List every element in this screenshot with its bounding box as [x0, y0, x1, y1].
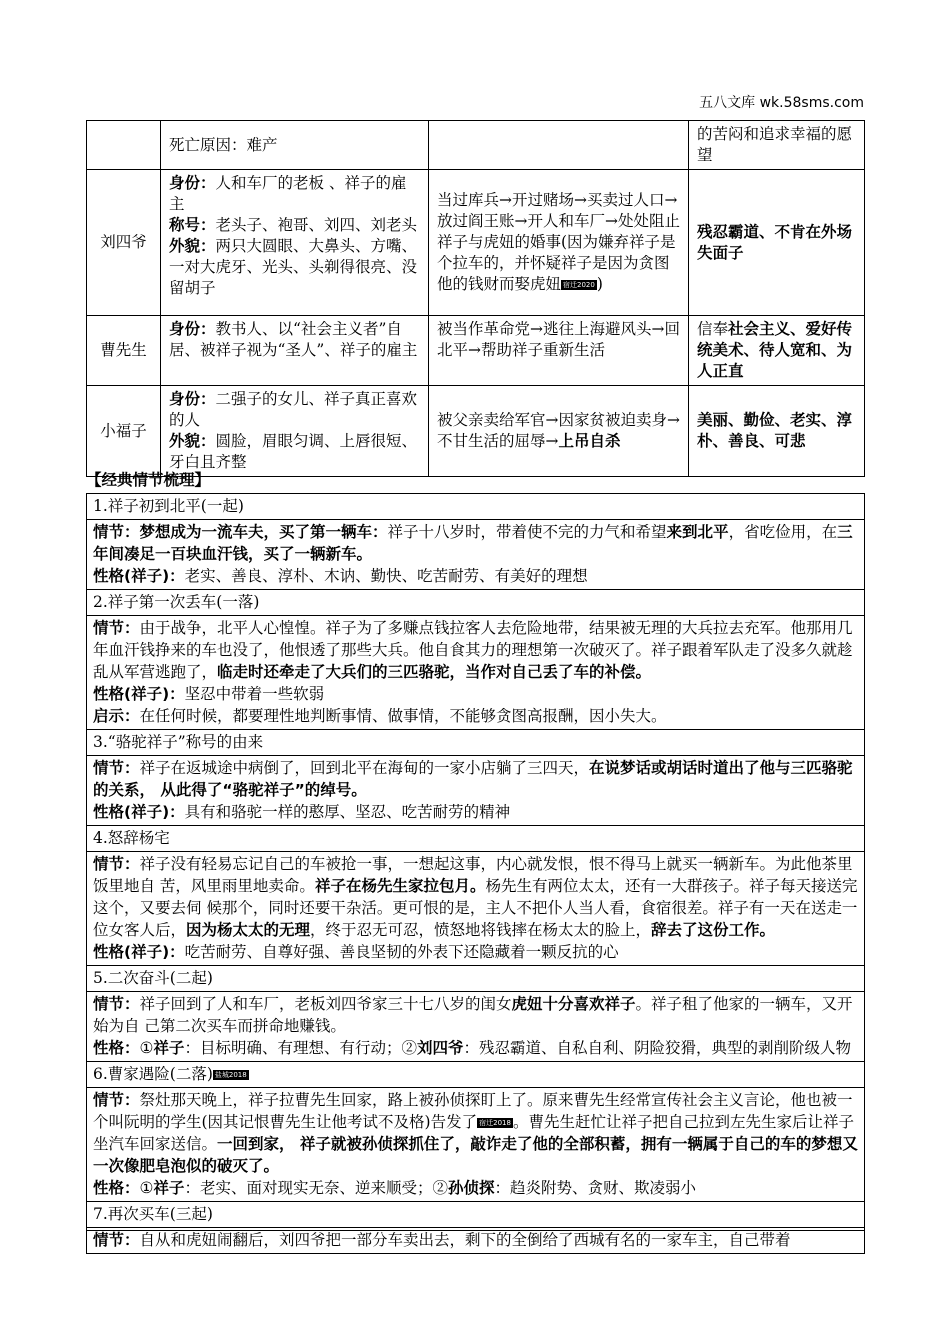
death-cause-value: 难产 — [246, 135, 278, 154]
plot-body — [87, 520, 865, 590]
plot-label: 情节： — [93, 855, 140, 873]
plot-bold: 来到北平 — [666, 523, 729, 541]
name-cell — [87, 121, 161, 170]
trait-cell — [689, 316, 865, 386]
footer-divider — [86, 1230, 864, 1231]
table-row — [87, 520, 865, 590]
experience-cell — [429, 170, 689, 316]
plot-text: 祥子没有轻易忘记自己的车被抢一事，一想起这事，内心就发恨，恨不得马上就买一辆新车。为此他茶里饭里地自 苦，风里雨里地卖命。 — [93, 855, 853, 895]
character-text: ：目标明确、有理想、有行动；② — [184, 1039, 417, 1057]
plot-bold: 虎妞十分喜欢祥子 — [511, 995, 636, 1013]
title-label: 称号： — [169, 216, 216, 234]
plot-body — [87, 1088, 865, 1202]
plot-body — [87, 756, 865, 826]
exam-stamp: 盐城2018 — [214, 1071, 247, 1079]
plot-label: 情节： — [93, 619, 140, 637]
plot-text: ，终于忍无可忍，愤怒地将钱摔在杨太太的脸上， — [310, 921, 652, 939]
experience-cell — [429, 316, 689, 386]
plot-table — [86, 493, 865, 1254]
table-row — [87, 494, 865, 520]
table-row — [87, 1062, 865, 1088]
trait-text: 的苦闷和追求幸福的愿望 — [697, 125, 853, 164]
plot-bold: 辞去了这份工作。 — [651, 921, 776, 939]
character-name: 曹先生 — [87, 316, 161, 386]
plot-bold: 在说梦话或胡话时道出了他与三匹骆驼的关系， 从此得了“骆驼祥子”的绰号。 — [93, 759, 853, 799]
plot-title: 4.怒辞杨宅 — [87, 826, 865, 852]
plot-label: 情节： — [93, 523, 140, 541]
plot-text: 。祥子租了他家的一辆车，又开始为自 己第二次买车而拼命地赚钱。 — [93, 995, 853, 1035]
plot-title: 3.“骆驼祥子”称号的由来 — [87, 730, 865, 756]
plot-text: 自从和虎妞闹翻后，刘四爷把一部分车卖出去，剩下的全倒给了西城有名的一家车主，自己带着 — [139, 1231, 791, 1249]
identity-label: 身份： — [169, 320, 216, 338]
identity-label: 身份： — [169, 174, 216, 192]
trait-cell — [689, 170, 865, 316]
plot-bold: 一回到家， 祥子就被孙侦探抓住了，敲诈走了他的全部积蓄，拥有一辆属于自己的车的梦想又一次像肥皂泡似的破灭了。 — [93, 1135, 858, 1175]
plot-label: 情节： — [93, 1231, 140, 1249]
experience-bold: 上吊自杀 — [558, 432, 621, 450]
character-text: 老实、善良、淳朴、木讷、勤快、吃苦耐劳、有美好的理想 — [184, 567, 588, 585]
table-row — [87, 966, 865, 992]
plot-body — [87, 852, 865, 966]
character-table — [86, 120, 865, 477]
character-name-bold: 刘四爷 — [416, 1039, 464, 1057]
plot-title: 5.二次奋斗(二起) — [87, 966, 865, 992]
experience-text: 被当作革命党→逃往上海避风头→回北平→帮助祥子重新生活 — [437, 320, 680, 359]
character-name-bold: 孙侦探 — [447, 1179, 495, 1197]
attr-cell — [161, 121, 429, 170]
look-value: 圆脸，眉眼匀调、上唇很短、牙白且齐整 — [169, 432, 418, 471]
plot-text: 祥子十八岁时，带着使不完的力气和希望 — [387, 523, 667, 541]
plot-bold: 三年间凑足一百块血汗钱，买了一辆新车。 — [93, 523, 853, 563]
table-row — [87, 386, 865, 477]
plot-text: 祥子回到了人和车厂，老板刘四爷家三十七八岁的闺女 — [139, 995, 512, 1013]
attr-cell — [161, 386, 429, 477]
trait-text: 残忍霸道、不肯在外场失面子 — [697, 222, 853, 262]
character-label: 性格： — [93, 1039, 140, 1057]
attr-cell — [161, 170, 429, 316]
exam-stamp: 宿迁2018 — [479, 1119, 511, 1127]
table-row — [87, 1228, 865, 1254]
character-text: 具有和骆驼一样的憨厚、坚忍、吃苦耐劳的精神 — [184, 803, 511, 821]
character-text: ① — [139, 1039, 154, 1057]
plot-text: 由于战争，北平人心惶惶。祥子为了多赚点钱拉客人去危险地带，结果被无理的大兵拉去充军。他那用几年血汗钱挣来的车也没了，他恨透了那些大兵。他自食其力的理想第一次破灭了。祥子跟着军队走了没多久就趁乱从军营逃跑了， — [93, 619, 853, 681]
identity-value: 人和车厂的老板 、祥子的雇主 — [169, 174, 407, 213]
character-name-bold: 祥子 — [153, 1039, 185, 1057]
plot-title-cell — [87, 1062, 865, 1088]
table-row — [87, 1202, 865, 1228]
identity-value: 二强子的女儿、祥子真正喜欢的人 — [169, 390, 418, 429]
character-text: 吃苦耐劳、自尊好强、善良坚韧的外表下还隐藏着一颗反抗的心 — [184, 943, 619, 961]
exam-stamp: 宿迁2020 — [563, 281, 595, 289]
plot-title: 2.祥子第一次丢车(一落) — [87, 590, 865, 616]
plot-label: 情节： — [93, 995, 140, 1013]
plot-body — [87, 1228, 865, 1254]
plot-title: 1.祥子初到北平(一起) — [87, 494, 865, 520]
character-text: 坚忍中带着一些软弱 — [184, 685, 325, 703]
look-label: 外貌： — [169, 432, 216, 450]
character-label: 性格(祥子)： — [93, 685, 185, 703]
plot-title: 7.再次买车(三起) — [87, 1202, 865, 1228]
table-row — [87, 121, 865, 170]
title-value: 老头子、袍哥、刘四、刘老头 — [215, 216, 418, 234]
look-label: 外貌： — [169, 237, 216, 255]
experience-cell — [429, 121, 689, 170]
character-name: 刘四爷 — [87, 170, 161, 316]
character-label: 性格(祥子)： — [93, 567, 185, 585]
plot-title: 6.曹家遇险(二落) — [93, 1065, 213, 1083]
plot-text: 。曹先生赶忙让祥子把自己拉到左先生家后让祥子坐汽车回家送信。 — [93, 1113, 854, 1153]
plot-label: 情节： — [93, 1091, 140, 1109]
trait-cell — [689, 386, 865, 477]
attr-cell — [161, 316, 429, 386]
plot-body — [87, 616, 865, 730]
character-text: ：老实、面对现实无奈、逆来顺受；② — [184, 1179, 448, 1197]
table-row — [87, 826, 865, 852]
site-header: 五八文库 wk.58sms.com — [699, 95, 864, 111]
trait-prefix: 信奉 — [697, 320, 729, 338]
plot-text: 祥子在返城途中病倒了，回到北平在海甸的一家小店躺了三四天， — [139, 759, 590, 777]
identity-label: 身份： — [169, 390, 216, 408]
character-name: 小福子 — [87, 386, 161, 477]
plot-bold: 祥子在杨先生家拉包月。 — [314, 877, 486, 895]
table-row — [87, 756, 865, 826]
trait-text: 美丽、勤俭、老实、淳朴、善良、可悲 — [697, 411, 853, 450]
plot-body — [87, 992, 865, 1062]
experience-text: 当过库兵→开过赌场→买卖过人口→放过阎王账→开人和车厂→处处阻止祥子与虎妞的婚事(因为嫌弃祥子是个拉车的，并怀疑祥子是因为贪图他的钱财而娶虎妞 — [437, 191, 680, 293]
character-label: 性格(祥子)： — [93, 803, 185, 821]
character-label: 性格： — [93, 1179, 140, 1197]
trait-cell — [689, 121, 865, 170]
plot-text: 祭灶那天晚上，祥子拉曹先生回家，路上被孙侦探盯上了。原来曹先生经常宣传社会主义言论，他也被一个叫阮明的学生(因其记恨曹先生让他考试不及格)告发了 — [93, 1091, 853, 1131]
table-row — [87, 992, 865, 1062]
plot-text: 杨先生有两位太太，还有一大群孩子。祥子每天接送完这个，又要去伺 候那个，同时还要干杂活。更可恨的是，主人不把仆人当人看，食宿很差。祥子有一天在送走一位女客人后， — [93, 877, 858, 939]
section-title: 【经典情节梳理】 — [86, 471, 211, 489]
table-row — [87, 316, 865, 386]
experience-cell — [429, 386, 689, 477]
experience-end: ) — [596, 275, 603, 293]
table-row — [87, 170, 865, 316]
character-label: 性格(祥子)： — [93, 943, 185, 961]
character-text: ：趋炎附势、贪财、欺凌弱小 — [494, 1179, 696, 1197]
trait-text: 社会主义、爱好传统美术、待人宽和、为人正直 — [697, 320, 853, 380]
character-name-bold: 祥子 — [153, 1179, 185, 1197]
plot-bold: 临走时还牵走了大兵们的三匹骆驼，当作对自己丢了车的补偿。 — [217, 663, 652, 681]
plot-text: ，省吃俭用，在 — [728, 523, 838, 541]
death-cause-label: 死亡原因： — [169, 135, 247, 154]
plot-label: 情节： — [93, 759, 140, 777]
plot-bold: 因为杨太太的无理 — [186, 921, 311, 939]
identity-value: 教书人、以“社会主义者”自居、被祥子视为“圣人”、祥子的雇主 — [169, 320, 418, 359]
table-row — [87, 1088, 865, 1202]
table-row — [87, 852, 865, 966]
lesson-text: 在任何时候，都要理性地判断事情、做事情，不能够贪图高报酬，因小失大。 — [139, 707, 667, 725]
character-text: ：残忍霸道、自私自利、阴险狡猾，典型的剥削阶级人物 — [463, 1039, 851, 1057]
table-row — [87, 590, 865, 616]
table-row — [87, 730, 865, 756]
look-value: 两只大圆眼、大鼻头、方嘴、一对大虎牙、光头、头剃得很亮、没留胡子 — [169, 237, 418, 297]
table-row — [87, 616, 865, 730]
experience-text: 被父亲卖给军官→因家贫被迫卖身→不甘生活的屈辱→ — [437, 411, 680, 450]
lesson-label: 启示： — [93, 707, 140, 725]
plot-bold: 梦想成为一流车夫，买了第一辆车： — [139, 523, 388, 541]
character-text: ① — [139, 1179, 154, 1197]
